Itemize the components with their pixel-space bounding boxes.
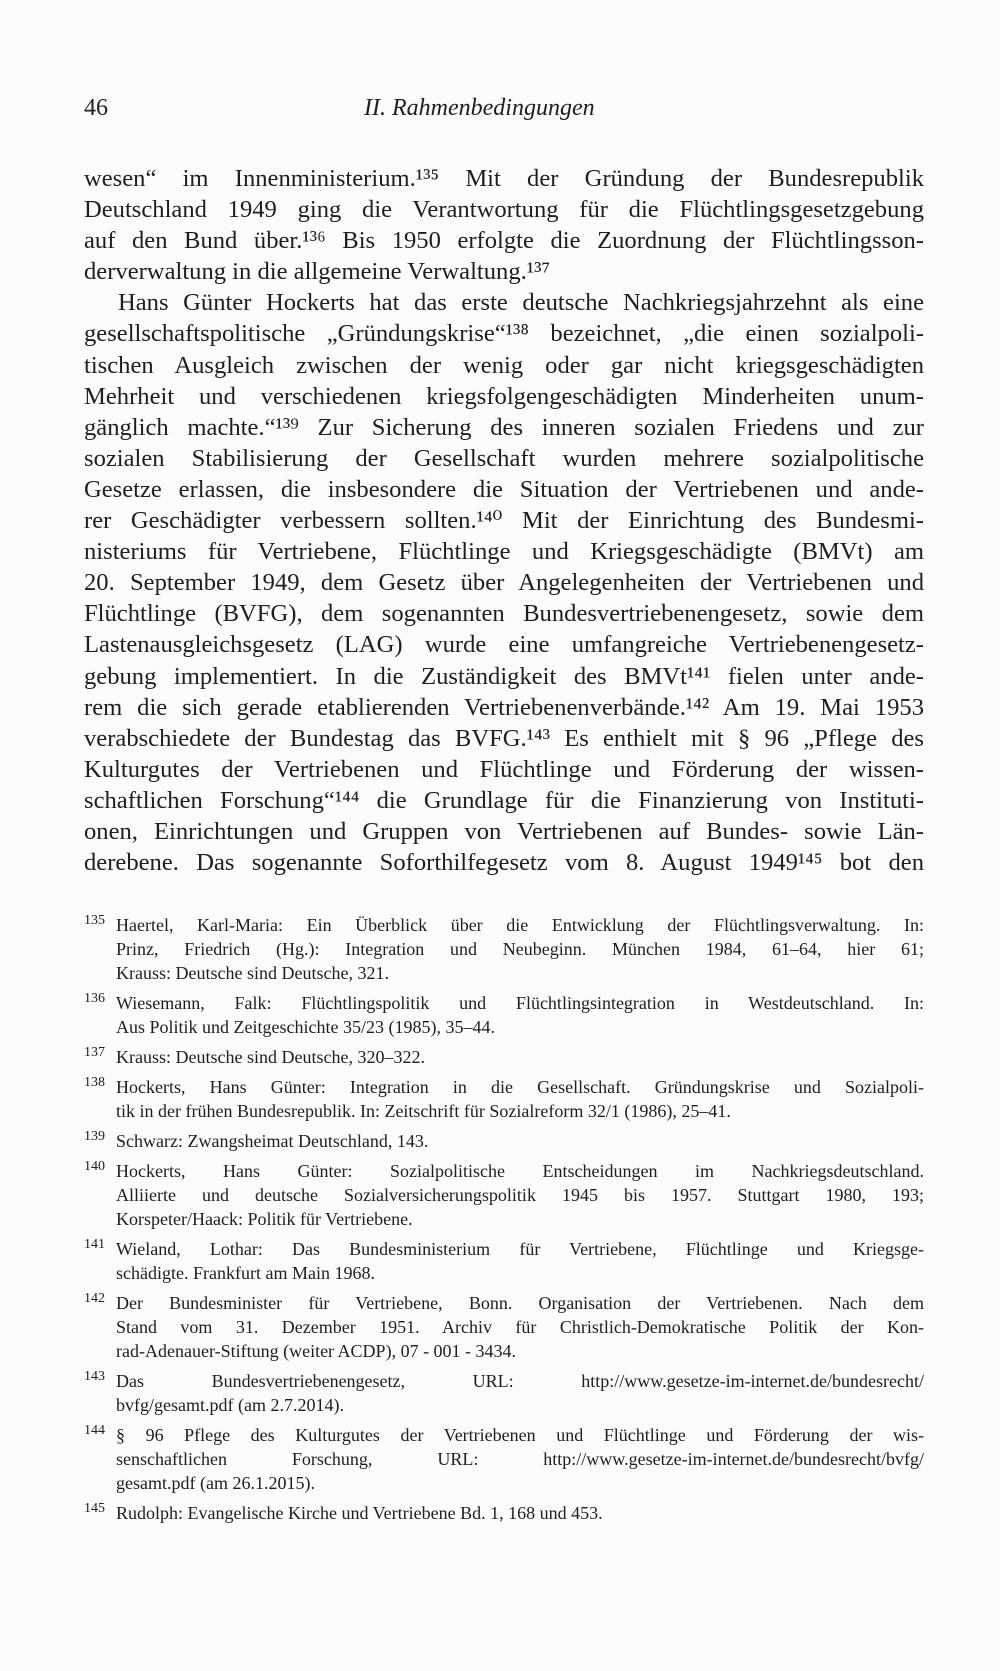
body-text: [84, 163, 924, 878]
body-line: auf den Bund über.¹³⁶ Bis 1950 erfolgte die Zuordnung der Flüchtlingsson-: [84, 227, 924, 255]
footnote: [84, 1159, 924, 1231]
footnote-number: 137: [84, 1045, 105, 1060]
footnote-line: Korspeter/Haack: Politik für Vertriebene.: [116, 1209, 413, 1229]
body-line: rer Geschädigter verbessern sollten.¹⁴⁰ Mit der Einrichtung des Bundesmi-: [84, 507, 924, 535]
footnote-line: Rudolph: Evangelische Kirche und Vertriebene Bd. 1, 168 und 453.: [116, 1503, 603, 1523]
footnote-line: Schwarz: Zwangsheimat Deutschland, 143.: [116, 1131, 429, 1151]
body-line: gebung implementiert. In die Zuständigkeit des BMVt¹⁴¹ fielen unter ande-: [84, 662, 924, 690]
page-number: 46: [84, 95, 108, 121]
footnote-line: Hockerts, Hans Günter: Integration in die Gesellschaft. Gründungskrise und Sozialpoli-: [116, 1077, 924, 1097]
footnote-line: Aus Politik und Zeitgeschichte 35/23 (1985), 35–44.: [116, 1017, 495, 1037]
body-line: Lastenausgleichsgesetz (LAG) wurde eine umfangreiche Vertriebenengesetz-: [84, 631, 924, 659]
body-line: tischen Ausgleich zwischen der wenig oder gar nicht kriegsgeschädigten: [84, 351, 924, 379]
footnote-line: gesamt.pdf (am 26.1.2015).: [116, 1473, 315, 1493]
footnote-line: Das Bundesvertriebenengesetz, URL: http://www.gesetze-im-internet.de/bundesrecht/: [116, 1371, 924, 1391]
body-line: schaftlichen Forschung“¹⁴⁴ die Grundlage für die Finanzierung von Instituti-: [84, 786, 924, 814]
footnote-line: Wiesemann, Falk: Flüchtlingspolitik und Flüchtlingsintegration in Westdeutschland. In:: [116, 993, 924, 1013]
footnote-line: Hockerts, Hans Günter: Sozialpolitische Entscheidungen im Nachkriegsdeutschland.: [116, 1161, 924, 1181]
body-line: wesen“ im Innenministerium.¹³⁵ Mit der Gründung der Bundesrepublik: [84, 165, 924, 192]
body-line: Flüchtlinge (BVFG), dem sogenannten Bundesvertriebenengesetz, sowie dem: [84, 600, 924, 628]
footnote-number: 136: [84, 991, 105, 1006]
footnote: [84, 1045, 924, 1069]
body-line: Deutschland 1949 ging die Verantwortung für die Flüchtlingsgesetzgebung: [84, 196, 924, 224]
footnote-number: 143: [84, 1369, 105, 1384]
footnote: [84, 1369, 924, 1417]
footnote: [84, 1237, 924, 1285]
footnote-number: 144: [84, 1423, 105, 1438]
footnote-line: Stand vom 31. Dezember 1951. Archiv für Christlich-Demokratische Politik der Kon-: [116, 1317, 924, 1337]
footnote: [84, 1129, 924, 1153]
footnote-line: Krauss: Deutsche sind Deutsche, 321.: [116, 963, 389, 983]
footnotes: [84, 913, 924, 1531]
footnote-line: Der Bundesminister für Vertriebene, Bonn. Organisation der Vertriebenen. Nach dem: [116, 1293, 924, 1313]
footnote-number: 145: [84, 1501, 105, 1516]
footnote-line: tik in der frühen Bundesrepublik. In: Zeitschrift für Sozialreform 32/1 (1986), 25–41.: [116, 1101, 731, 1121]
footnote-line: Haertel, Karl-Maria: Ein Überblick über die Entwicklung der Flüchtlingsverwaltung. In:: [116, 915, 924, 935]
footnote-line: Alliierte und deutsche Sozialversicherungspolitik 1945 bis 1957. Stuttgart 1980, 193;: [116, 1185, 924, 1205]
body-line: onen, Einrichtungen und Gruppen von Vertriebenen auf Bundes- sowie Län-: [84, 817, 924, 845]
body-line: verabschiedete der Bundestag das BVFG.¹⁴³ Es enthielt mit § 96 „Pflege des: [84, 724, 924, 752]
footnote-line: senschaftlichen Forschung, URL: http://www.gesetze-im-internet.de/bundesrecht/bvfg/: [116, 1449, 924, 1469]
footnote-number: 135: [84, 913, 105, 928]
body-line: nisteriums für Vertriebene, Flüchtlinge und Kriegsgeschädigte (BMVt) am: [84, 538, 924, 566]
body-line: gesellschaftspolitische „Gründungskrise“¹³⁸ bezeichnet, „die einen sozialpoli-: [84, 320, 924, 348]
body-line: Hans Günter Hockerts hat das erste deutsche Nachkriegsjahrzehnt als eine: [118, 289, 924, 317]
page-header: [84, 95, 924, 131]
body-line: Mehrheit und verschiedenen kriegsfolgengeschädigten Minderheiten unum-: [84, 382, 924, 410]
footnote-line: Prinz, Friedrich (Hg.): Integration und Neubeginn. München 1984, 61–64, hier 61;: [116, 939, 924, 959]
footnote: [84, 1423, 924, 1495]
body-line: derverwaltung in die allgemeine Verwaltung.¹³⁷: [84, 258, 551, 286]
body-line: sozialen Stabilisierung der Gesellschaft wurden mehrere sozialpolitische: [84, 444, 924, 472]
footnote: [84, 1501, 924, 1525]
running-head: II. Rahmenbedingungen: [364, 95, 595, 121]
body-line: derebene. Das sogenannte Soforthilfegesetz vom 8. August 1949¹⁴⁵ bot den: [84, 849, 924, 877]
footnote: [84, 991, 924, 1039]
body-line: Kulturgutes der Vertriebenen und Flüchtlinge und Förderung der wissen-: [84, 755, 924, 783]
footnote: [84, 913, 924, 985]
footnote-line: rad-Adenauer-Stiftung (weiter ACDP), 07 - 001 - 3434.: [116, 1341, 517, 1361]
footnote-line: bvfg/gesamt.pdf (am 2.7.2014).: [116, 1395, 344, 1415]
footnote-number: 141: [84, 1237, 105, 1252]
footnote-number: 142: [84, 1291, 105, 1306]
footnote-number: 138: [84, 1075, 105, 1090]
footnote-number: 139: [84, 1129, 105, 1144]
body-line: 20. September 1949, dem Gesetz über Angelegenheiten der Vertriebenen und: [84, 569, 924, 597]
body-line: gänglich machte.“¹³⁹ Zur Sicherung des inneren sozialen Friedens und zur: [84, 413, 924, 441]
footnote-line: § 96 Pflege des Kulturgutes der Vertriebenen und Flüchtlinge und Förderung der wis-: [116, 1425, 924, 1445]
footnote-number: 140: [84, 1159, 105, 1174]
footnote: [84, 1075, 924, 1123]
footnote-line: Wieland, Lothar: Das Bundesministerium für Vertriebene, Flüchtlinge und Kriegsge-: [116, 1239, 924, 1259]
footnote-line: Krauss: Deutsche sind Deutsche, 320–322.: [116, 1047, 425, 1067]
body-line: rem die sich gerade etablierenden Vertriebenenverbände.¹⁴² Am 19. Mai 1953: [84, 693, 924, 721]
footnote: [84, 1291, 924, 1363]
body-line: Gesetze erlassen, die insbesondere die Situation der Vertriebenen und ande-: [84, 475, 924, 503]
footnote-line: schädigte. Frankfurt am Main 1968.: [116, 1263, 375, 1283]
